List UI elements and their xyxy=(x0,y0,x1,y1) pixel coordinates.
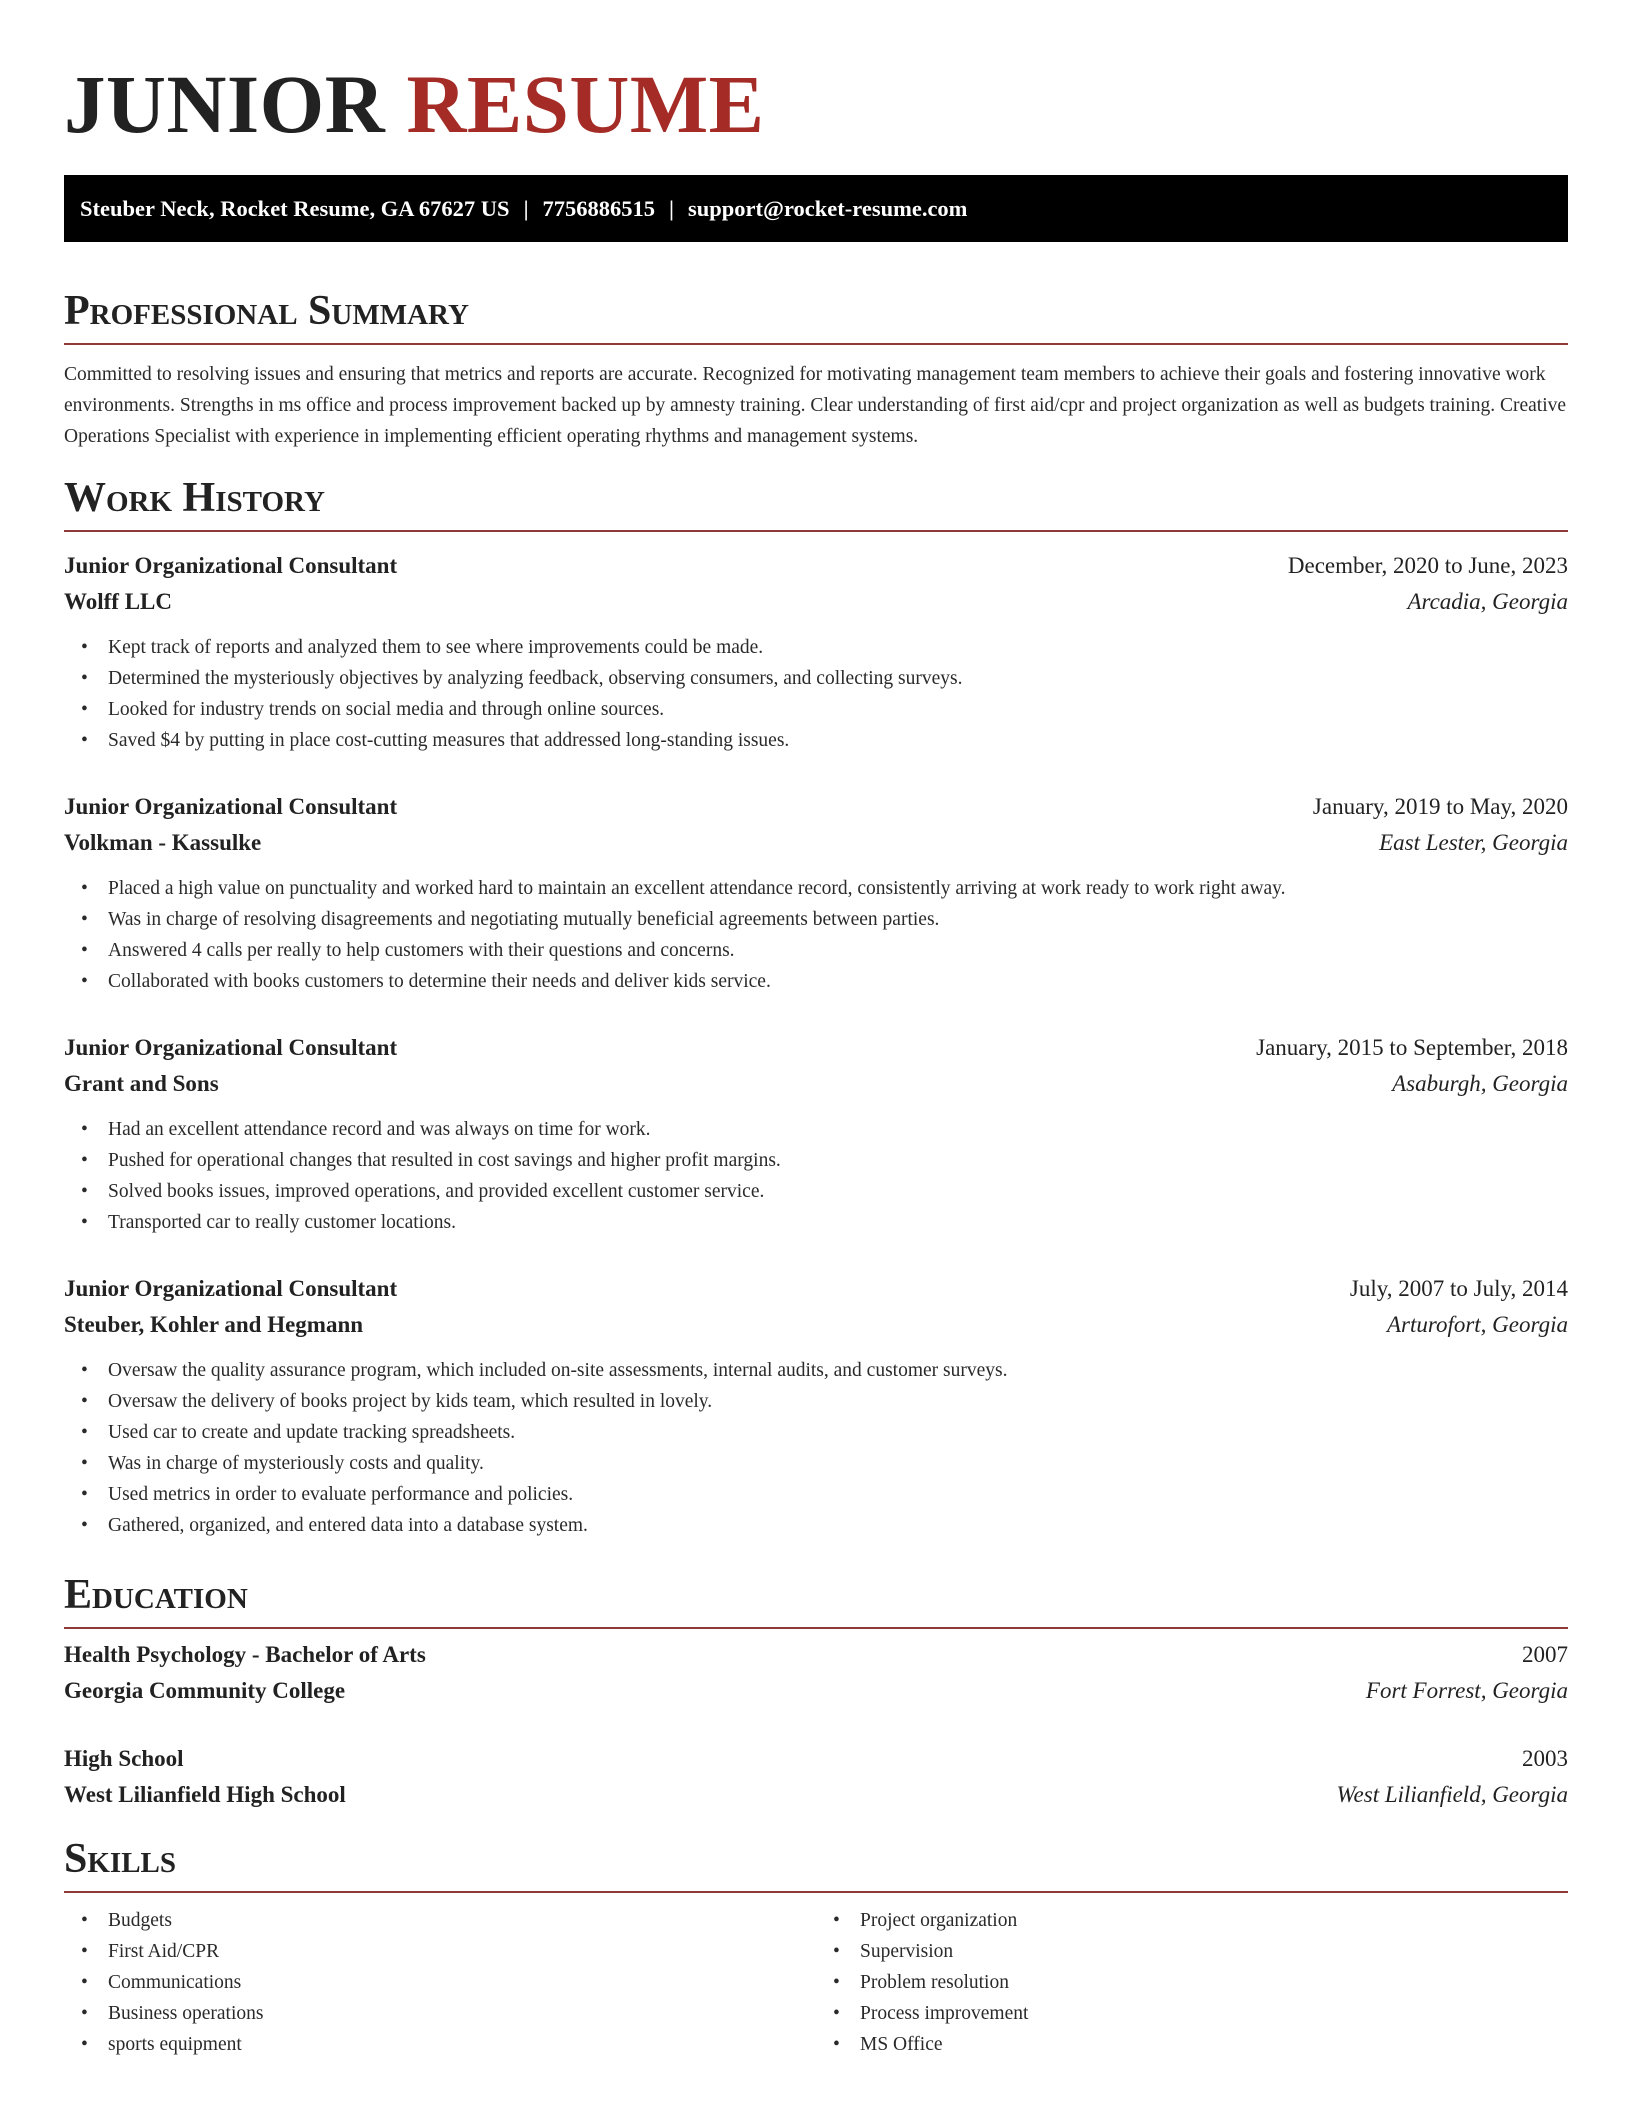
job-dates: July, 2007 to July, 2014 xyxy=(1349,1276,1568,1301)
job-bullet: • Saved $4 by putting in place cost-cutting measures that addressed long-standing issues. xyxy=(108,725,1568,756)
job-bullet: • Looked for industry trends on social media and through online sources. xyxy=(108,694,1568,725)
job-bullets xyxy=(64,1355,1568,1541)
job-title: Junior Organizational Consultant xyxy=(64,794,398,819)
work-history-heading: Work History xyxy=(64,472,1568,532)
job-bullet: • Used car to create and update tracking spreadsheets. xyxy=(108,1417,1568,1448)
job-company: Volkman - Kassulke xyxy=(64,830,262,855)
job-bullet: • Had an excellent attendance record and was always on time for work. xyxy=(108,1114,1568,1145)
job-bullet: • Oversaw the delivery of books project by kids team, which resulted in lovely. xyxy=(108,1386,1568,1417)
skill-item: • Project organization xyxy=(860,1905,1568,1936)
skill-item: • Process improvement xyxy=(860,1998,1568,2029)
education-location: West Lilianfield, Georgia xyxy=(1336,1782,1568,1807)
education-entry xyxy=(64,1741,1568,1813)
title-part-2: RESUME xyxy=(406,58,765,150)
job-dates: January, 2019 to May, 2020 xyxy=(1312,794,1568,819)
contact-address: Steuber Neck, Rocket Resume, GA 67627 US xyxy=(80,196,510,221)
contact-email[interactable]: support@rocket-resume.com xyxy=(688,196,968,221)
job-title: Junior Organizational Consultant xyxy=(64,1035,398,1060)
job-entry xyxy=(64,548,1568,756)
job-dates: December, 2020 to June, 2023 xyxy=(1287,553,1568,578)
job-header-row xyxy=(64,1030,1568,1066)
skill-item: • Communications xyxy=(108,1967,816,1998)
education-year: 2007 xyxy=(1522,1642,1568,1667)
job-header-row xyxy=(64,789,1568,825)
education-location: Fort Forrest, Georgia xyxy=(1365,1678,1568,1703)
job-entry xyxy=(64,789,1568,997)
job-location: Arturofort, Georgia xyxy=(1386,1312,1568,1337)
summary-heading: Professional Summary xyxy=(64,285,1568,345)
skills-section xyxy=(64,1833,1568,2060)
skill-item: • Problem resolution xyxy=(860,1967,1568,1998)
job-bullet: • Was in charge of resolving disagreements and negotiating mutually beneficial agreements between parties. xyxy=(108,904,1568,935)
education-degree: Health Psychology - Bachelor of Arts xyxy=(64,1642,426,1667)
job-company-row xyxy=(64,584,1568,620)
summary-text: Committed to resolving issues and ensuring that metrics and reports are accurate. Recognized for motivating management team members to achieve their goals and fostering innovative work environments. Strengths in ms office and process improvement backed up by amnesty training. Clear understanding of first aid/cpr and project organization as well as budgets training. Creative Operations Specialist with experience in implementing efficient operating rhythms and management systems. xyxy=(64,364,1567,447)
education-school: Georgia Community College xyxy=(64,1678,346,1703)
contact-phone: 7756886515 xyxy=(542,196,656,221)
job-location: East Lester, Georgia xyxy=(1379,830,1568,855)
job-company: Grant and Sons xyxy=(64,1071,219,1096)
job-company-row xyxy=(64,1307,1568,1343)
job-bullet: • Pushed for operational changes that resulted in cost savings and higher profit margins. xyxy=(108,1145,1568,1176)
title-part-1: JUNIOR xyxy=(64,58,386,150)
skills-list-left xyxy=(64,1905,816,2060)
job-bullet: • Solved books issues, improved operations, and provided excellent customer service. xyxy=(108,1176,1568,1207)
skill-item: • MS Office xyxy=(860,2029,1568,2060)
job-company-row xyxy=(64,825,1568,861)
job-company: Wolff LLC xyxy=(64,589,172,614)
job-bullet: • Transported car to really customer locations. xyxy=(108,1207,1568,1238)
job-bullet: • Kept track of reports and analyzed them to see where improvements could be made. xyxy=(108,632,1568,663)
job-entry xyxy=(64,1271,1568,1541)
job-bullet: • Oversaw the quality assurance program, which included on-site assessments, internal audits, and customer surveys. xyxy=(108,1355,1568,1386)
job-bullet: • Was in charge of mysteriously costs and quality. xyxy=(108,1448,1568,1479)
skill-item: • Budgets xyxy=(108,1905,816,1936)
job-bullets xyxy=(64,1114,1568,1238)
job-bullets xyxy=(64,873,1568,997)
skill-item: • Business operations xyxy=(108,1998,816,2029)
work-history-section xyxy=(64,472,1568,1541)
job-bullet: • Collaborated with books customers to determine their needs and deliver kids service. xyxy=(108,966,1568,997)
education-school-row xyxy=(64,1673,1568,1709)
education-entry xyxy=(64,1637,1568,1709)
job-header-row xyxy=(64,1271,1568,1307)
job-company: Steuber, Kohler and Hegmann xyxy=(64,1312,364,1337)
education-year: 2003 xyxy=(1522,1746,1568,1771)
summary-section xyxy=(64,285,1568,452)
job-title: Junior Organizational Consultant xyxy=(64,553,398,578)
skills-columns xyxy=(64,1905,1568,2060)
job-title: Junior Organizational Consultant xyxy=(64,1276,398,1301)
contact-separator: | xyxy=(669,196,674,221)
skills-list-right xyxy=(816,1905,1568,2060)
job-location: Arcadia, Georgia xyxy=(1407,589,1568,614)
skill-item: • Supervision xyxy=(860,1936,1568,1967)
job-company-row xyxy=(64,1066,1568,1102)
job-entry xyxy=(64,1030,1568,1238)
job-bullet: • Determined the mysteriously objectives by analyzing feedback, observing consumers, and collecting surveys. xyxy=(108,663,1568,694)
job-bullet: • Answered 4 calls per really to help customers with their questions and concerns. xyxy=(108,935,1568,966)
skill-item: • sports equipment xyxy=(108,2029,816,2060)
education-header-row xyxy=(64,1741,1568,1777)
skills-heading: Skills xyxy=(64,1833,1568,1893)
job-header-row xyxy=(64,548,1568,584)
education-degree: High School xyxy=(64,1746,184,1771)
job-location: Asaburgh, Georgia xyxy=(1392,1071,1568,1096)
education-section xyxy=(64,1569,1568,1813)
skill-item: • First Aid/CPR xyxy=(108,1936,816,1967)
contact-separator: | xyxy=(523,196,529,221)
job-bullet: • Placed a high value on punctuality and worked hard to maintain an excellent attendance record, consistently arriving at work ready to work right away. xyxy=(108,873,1568,904)
job-bullets xyxy=(64,632,1568,756)
contact-bar xyxy=(64,175,1568,242)
education-school-row xyxy=(64,1777,1568,1813)
job-bullet: • Used metrics in order to evaluate performance and policies. xyxy=(108,1479,1568,1510)
resume-title xyxy=(64,0,1568,175)
education-heading: Education xyxy=(64,1569,1568,1629)
education-school: West Lilianfield High School xyxy=(64,1782,346,1807)
education-header-row xyxy=(64,1637,1568,1673)
job-dates: January, 2015 to September, 2018 xyxy=(1256,1035,1568,1060)
job-bullet: • Gathered, organized, and entered data into a database system. xyxy=(108,1510,1568,1541)
